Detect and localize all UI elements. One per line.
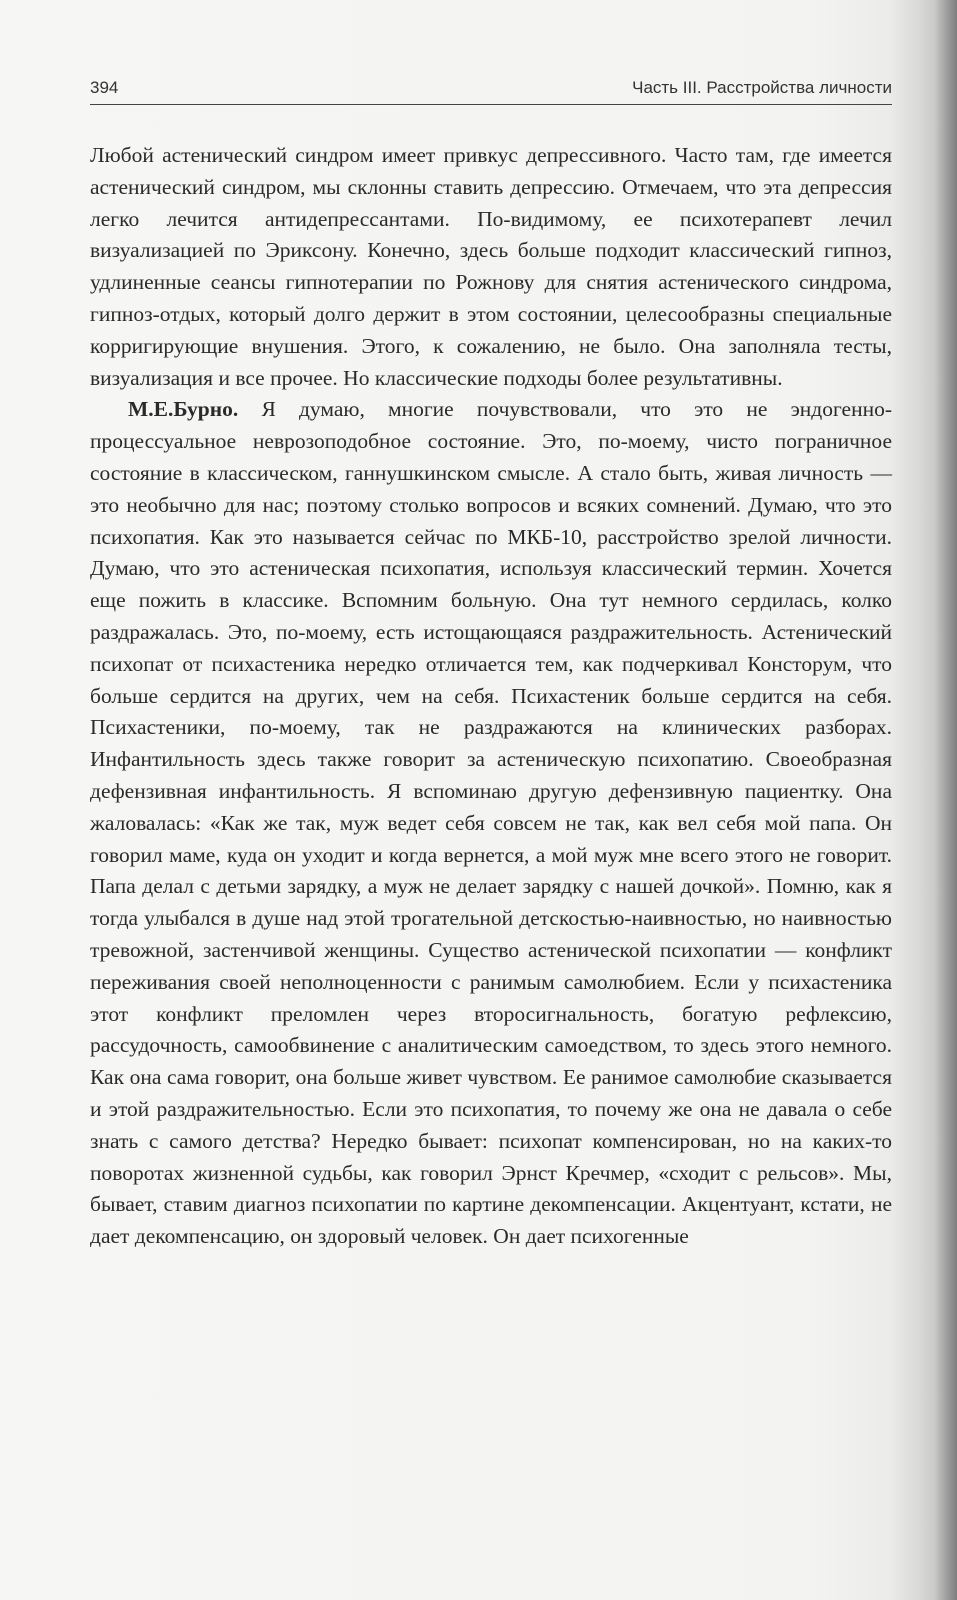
spine-shadow	[935, 0, 957, 1600]
page-number: 394	[90, 78, 119, 97]
page-header	[90, 76, 892, 105]
speaker-name: М.Е.Бурно.	[128, 397, 239, 422]
paragraph-1	[90, 140, 892, 394]
paragraph-text: Я думаю, многие почувствовали, что это не эндогенно-процессуальное неврозоподобное состояние. Это, по-моему, чисто пограничное состояние в классическом, ганнушкинском смысле. А стало быть, живая личность — это необычно для нас; поэтому столько вопросов и всяких сомнений. Думаю, что это психопатия. Как это называется сейчас по МКБ-10, расстройство зрелой личности. Думаю, что это астеническая психопатия, используя классический термин. Хочется еще пожить в классике. Вспомним больную. Она тут немного сердилась, колко раздражалась. Это, по-моему, есть истощающаяся раздражительность. Астенический психопат от психастеника нередко отличается тем, как подчеркивал Консторум, что больше сердится на других, чем на себя. Психастеник больше сердится на себя. Психастеники, по-моему, так не раздражаются на клинических разборах. Инфантильность здесь также говорит за астеническую психопатию. Своеобразная дефензивная инфантильность. Я вспоминаю другую дефензивную пациентку. Она жаловалась: «Как же так, муж ведет себя совсем не так, как вел себя мой папа. Он говорил маме, куда он уходит и когда вернется, а мой муж мне всего этого не говорит. Папа делал с детьми зарядку, а муж не делает зарядку с нашей дочкой». Помню, как я тогда улыбался в душе над этой трогательной детскостью-наивностью, но наивностью тревожной, застенчивой женщины. Существо астенической психопатии — конфликт переживания своей неполноценности с ранимым самолюбием. Если у психастеника этот конфликт преломлен через второсигнальность, богатую рефлексию, рассудочность, самообвинение с аналитическим самоедством, то здесь этого немного. Как она сама говорит, она больше живет чувством. Ее ранимое самолюбие сказывается и этой раздражительностью. Если это психопатия, то почему же она не давала о себе знать с самого детства? Нередко бывает: психопат компенсирован, но на каких-то поворотах жизненной судьбы, как говорил Эрнст Кречмер, «сходит с рельсов». Мы, бывает, ставим диагноз психопатии по картине декомпенсации. Акцентуант, кстати, не дает декомпенсацию, он здоровый человек. Он дает психогенные	[90, 397, 892, 1249]
paragraph-text: Любой астенический синдром имеет привкус депрессивного. Часто там, где имеется астенический синдром, мы склонны ставить депрессию. Отмечаем, что эта депрессия легко лечится антидепрессантами. По-видимому, ее психотерапевт лечил визуализацией по Эриксону. Конечно, здесь больше подходит классический гипноз, удлиненные сеансы гипнотерапии по Рожнову для снятия астенического синдрома, гипноз-отдых, который долго держит в этом состоянии, целесообразны специальные корригирующие внушения. Этого, к сожалению, не было. Она заполняла тесты, визуализация и все прочее. Но классические подходы более результативны.	[90, 143, 892, 390]
body-text	[90, 140, 892, 1253]
running-head: Часть III. Расстройства личности	[632, 78, 892, 97]
paragraph-2	[90, 394, 892, 1253]
